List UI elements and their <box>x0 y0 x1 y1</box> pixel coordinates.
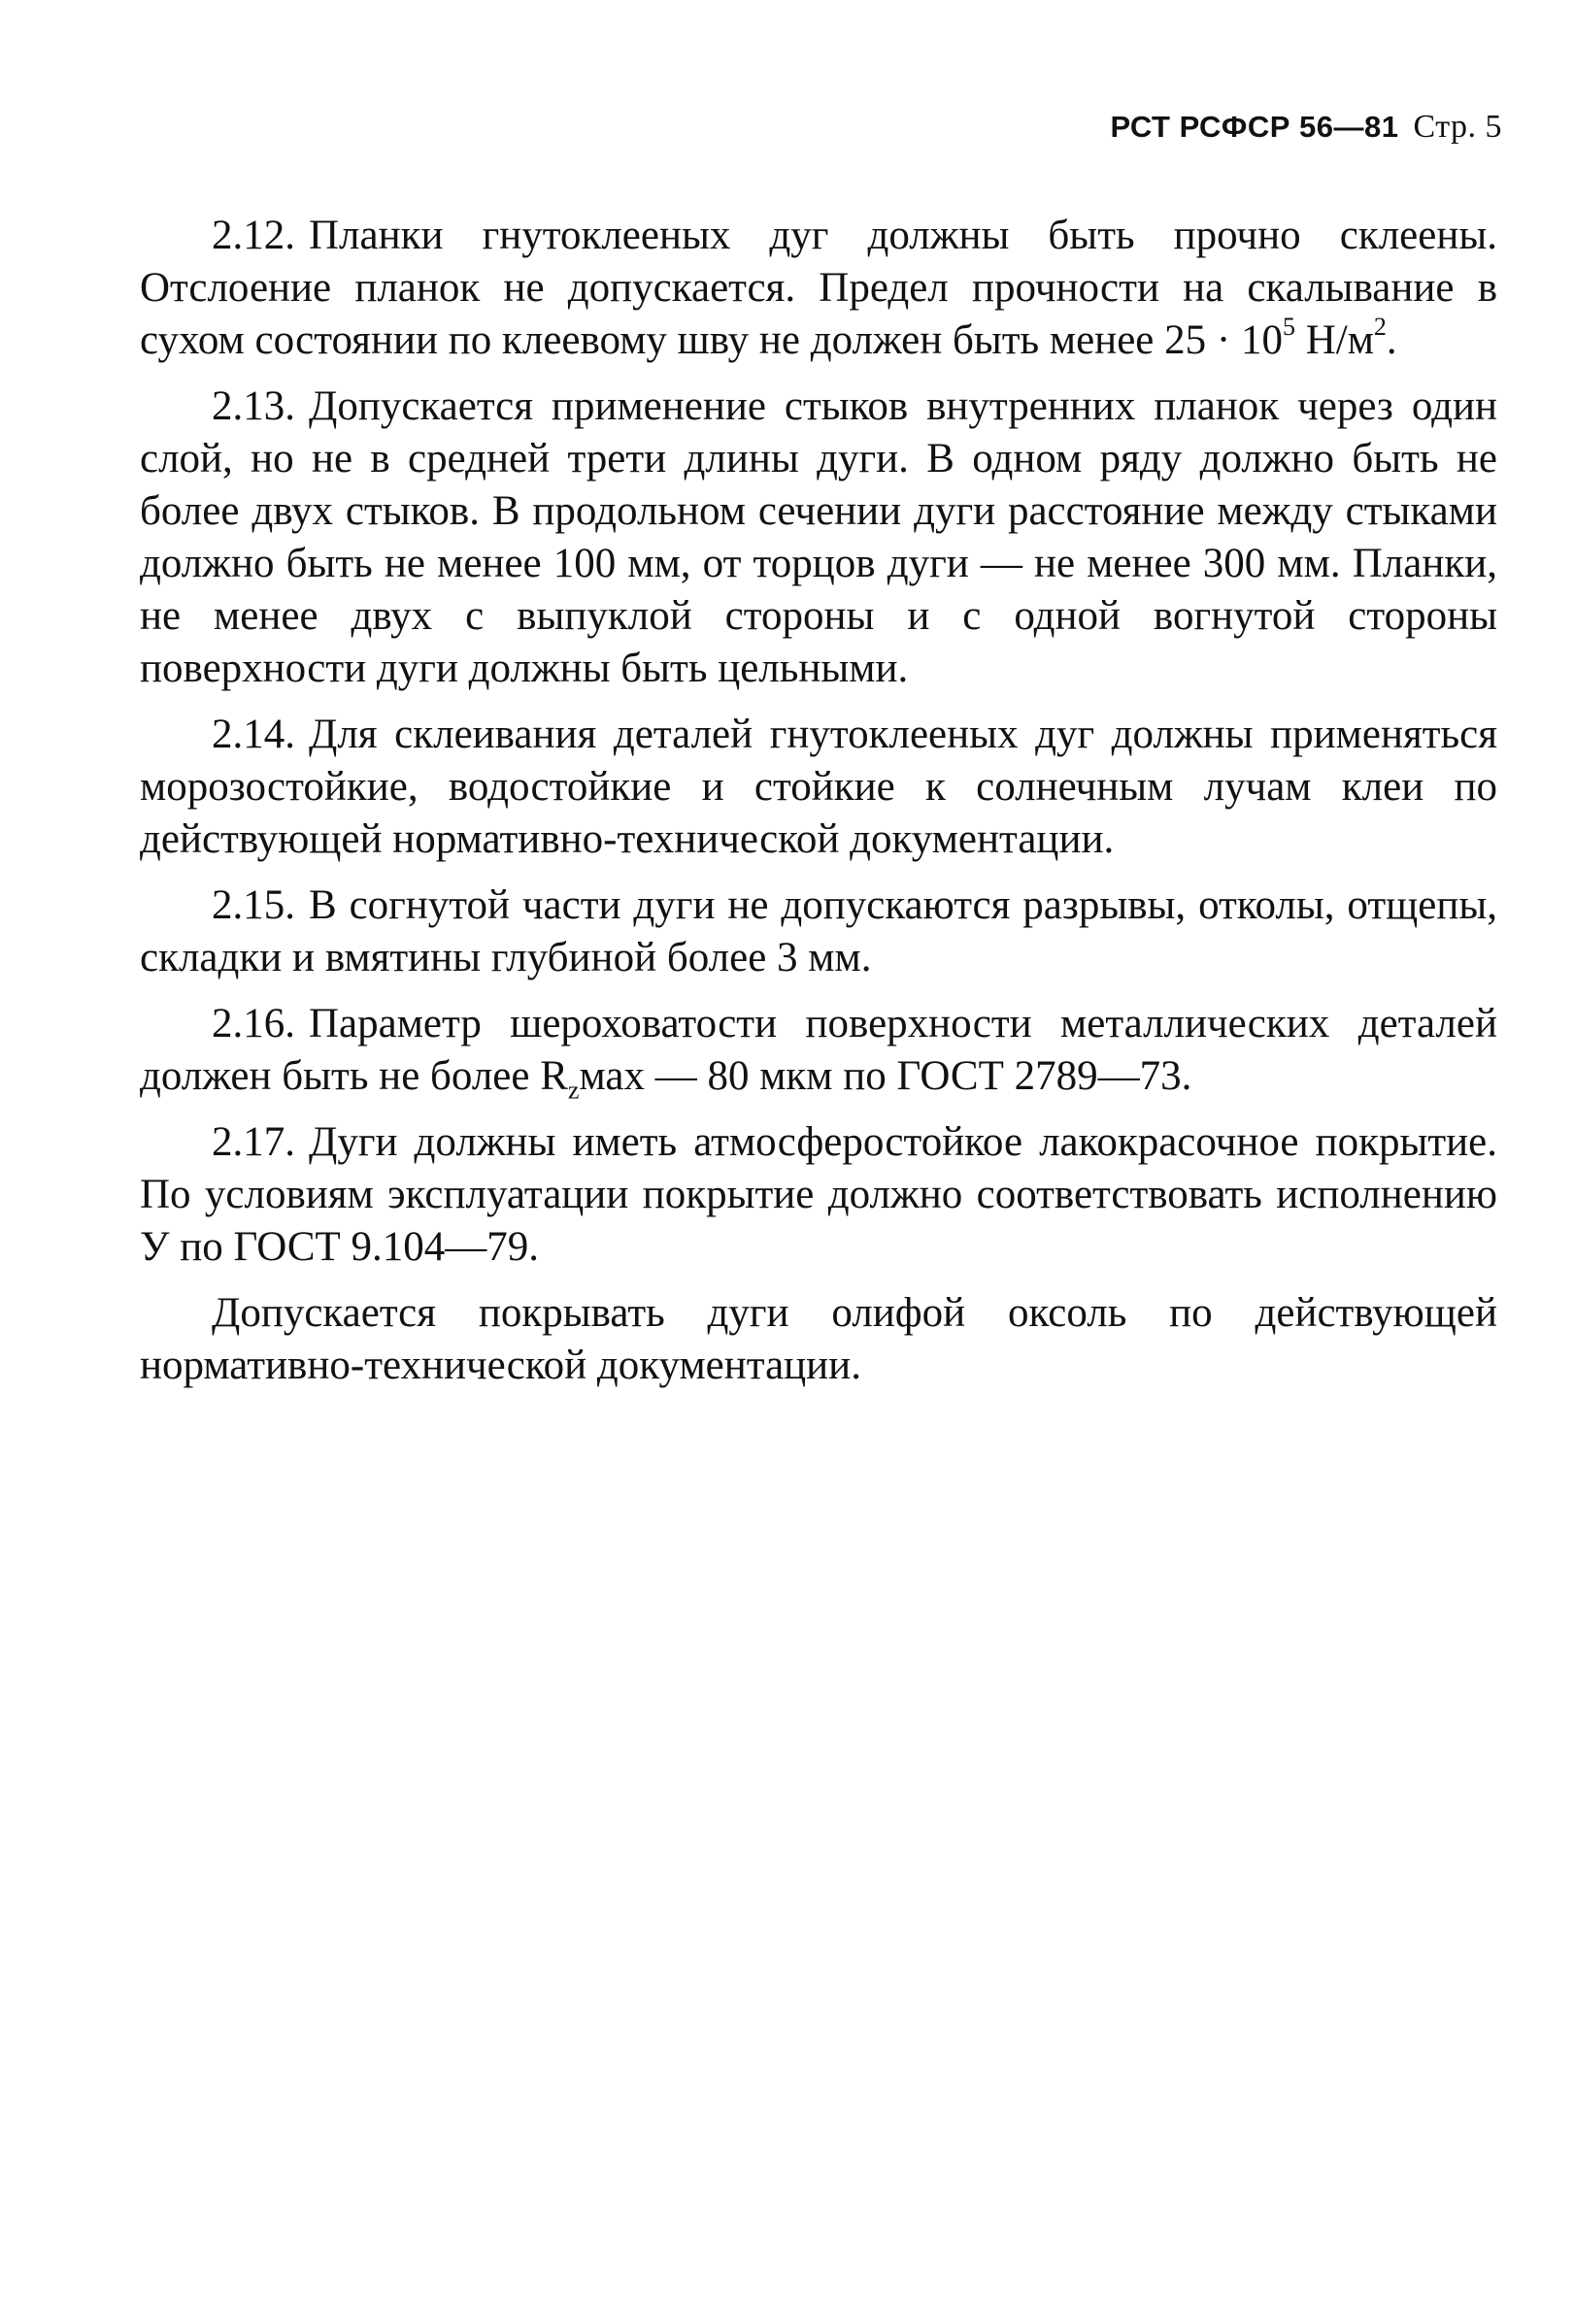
formula-unit-exponent: 2 <box>1373 312 1387 341</box>
paragraph-number: 2.12. <box>212 213 295 258</box>
paragraph-text: Дуги должны иметь атмосферостойкое лакокрасочное покрытие. По условиям эксплуатации покрытие должно соответствовать исполнению У по ГОСТ 9.104—79. <box>140 1119 1497 1270</box>
paragraph-2-14 <box>140 709 1497 866</box>
paragraph-text: Планки гнутоклееных дуг должны быть прочно склеены. Отслоение планок не допускается. Предел прочности на скалывание в сухом состоянии по клеевому шву не должен быть менее <box>140 213 1497 363</box>
paragraph-number: 2.15. <box>212 882 295 928</box>
paragraph-number: 2.17. <box>212 1119 295 1165</box>
formula-unit: Н/м <box>1294 317 1374 363</box>
paragraph-text: Допускается покрывать дуги олифой оксоль по действующей нормативно-технической документации. <box>140 1290 1497 1388</box>
standard-designation: РСТ РСФСР 56—81 <box>1110 110 1399 144</box>
paragraph-text-after: мах — 80 мкм по ГОСТ 2789—73. <box>579 1053 1192 1099</box>
paragraph-text: Для склеивания деталей гнутоклееных дуг должны применяться морозостойкие, водостойкие и стойкие к солнечным лучам клеи по действующей нормативно-технической документации. <box>140 712 1497 862</box>
formula-end: . <box>1386 317 1397 363</box>
paragraph-2-17 <box>140 1116 1497 1274</box>
strength-formula <box>1164 312 1397 363</box>
paragraph-text: Допускается применение стыков внутренних планок через один слой, но не в средней трети длины дуги. В одном ряду должно быть не более двух стыков. В продольном сечении дуги расстояние между стыками должно быть не менее 100 мм, от торцов дуги — не менее 300 мм. Планки, не менее двух с выпуклой стороны и с одной вогнутой стороны поверхности дуги должны быть цельными. <box>140 383 1497 691</box>
page-number: Стр. 5 <box>1413 109 1502 145</box>
paragraph-text-before: Параметр шероховатости поверхности металлических деталей должен быть не более R <box>140 1001 1497 1099</box>
paragraph-text: В согнутой части дуги не допускаются разрывы, отколы, отщепы, складки и вмятины глубиной более 3 мм. <box>140 882 1497 980</box>
paragraph-2-13 <box>140 381 1497 695</box>
roughness-subscript: z <box>567 1076 580 1105</box>
formula-base: 25 · 10 <box>1164 317 1283 363</box>
document-body <box>140 210 1497 1406</box>
paragraph-2-12 <box>140 210 1497 367</box>
page-header <box>1111 109 1502 146</box>
paragraph-2-16 <box>140 998 1497 1103</box>
paragraph-number: 2.13. <box>212 383 295 429</box>
paragraph-2-17-continuation <box>140 1287 1497 1392</box>
paragraph-number: 2.14. <box>212 712 295 757</box>
paragraph-2-15 <box>140 880 1497 984</box>
paragraph-number: 2.16. <box>212 1001 295 1046</box>
formula-exponent: 5 <box>1282 312 1295 341</box>
